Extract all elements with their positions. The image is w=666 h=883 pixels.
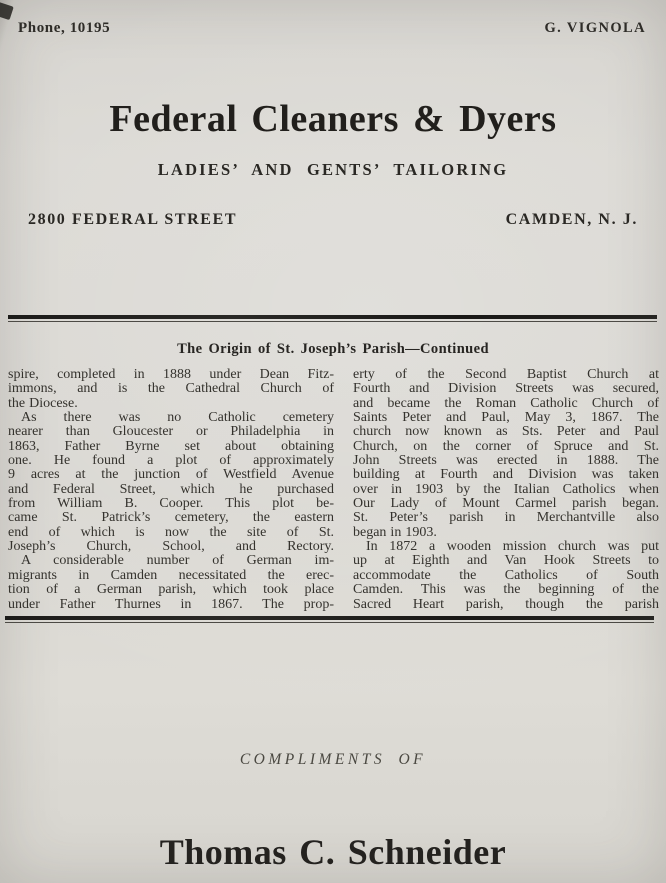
city-state: CAMDEN, N. J. (505, 211, 638, 228)
article-line: Saints Peter and Paul, May 3, 1867. The (353, 410, 659, 426)
article-line: under Father Thurnes in 1867. The prop- (8, 596, 334, 612)
article-line: John Streets was erected in 1888. The (353, 453, 659, 469)
article-line: one. He found a plot of approximately (8, 453, 334, 469)
article-line: Sacred Heart parish, though the parish (353, 596, 659, 612)
article-line: the Diocese. (8, 395, 78, 411)
rule-thick-line (8, 315, 657, 319)
article-line: building at Fourth and Division was taken (353, 467, 659, 483)
article-heading: The Origin of St. Joseph’s Parish—Continued (177, 341, 489, 357)
article-line: migrants in Camden necessitated the erec- (8, 567, 334, 583)
article-line: 1863, Father Byrne set about obtaining (8, 438, 334, 454)
compliments-label: COMPLIMENTS OF (239, 751, 427, 768)
article-line: A considerable number of German im- (21, 553, 334, 569)
article-line: from William B. Cooper. This plot be- (8, 496, 334, 512)
article-line: immons, and is the Cathedral Church of (8, 381, 334, 397)
page-header (18, 20, 646, 37)
top-divider-rule (8, 315, 657, 322)
rule-thin-line (5, 622, 654, 623)
phone-number: Phone, 10195 (18, 20, 111, 36)
article-line: accommodate the Catholics of South (353, 567, 659, 583)
article-line: end of which is now the site of St. (8, 524, 334, 540)
article-line: Joseph’s Church, School, and Rectory. (8, 539, 334, 555)
article-line: Fourth and Division Streets was secured, (353, 381, 659, 397)
article-line: tion of a German parish, which took place (8, 582, 334, 598)
article-line: Our Lady of Mount Carmel parish began. (353, 496, 659, 512)
article-line: came St. Patrick’s cemetery, the eastern (8, 510, 334, 526)
scan-artifact (0, 2, 14, 20)
article-line: erty of the Second Baptist Church at (353, 367, 659, 382)
article-line: began in 1903. (353, 524, 437, 540)
article-line: 9 acres at the junction of Westfield Avenue (8, 467, 334, 483)
ad-address-row (28, 211, 638, 229)
article-line: Camden. This was the beginning of the (353, 582, 659, 598)
article-line: nearer than Gloucester or Philadelphia in (8, 424, 334, 440)
rule-thick-line (5, 616, 654, 620)
article-column-right (353, 368, 659, 612)
sponsor-name: Thomas C. Schneider (159, 832, 507, 872)
street-address: 2800 FEDERAL STREET (28, 211, 238, 228)
article-line: over in 1903 by the Italian Catholics when (353, 481, 659, 497)
ad-subtitle: LADIES’ AND GENTS’ TAILORING (157, 160, 509, 179)
article-line: spire, completed in 1888 under Dean Fitz- (8, 367, 334, 382)
rule-thin-line (8, 321, 657, 322)
article-line: church now known as Sts. Peter and Paul (353, 424, 659, 440)
agent-name: G. VIGNOLA (544, 20, 646, 36)
article-line: In 1872 a wooden mission church was put (366, 539, 659, 555)
article-line: and Federal Street, which he purchased (8, 481, 334, 497)
article-line: As there was no Catholic cemetery (21, 410, 334, 426)
article-line: and became the Roman Catholic Church of (353, 395, 659, 411)
ad-title: Federal Cleaners & Dyers (109, 98, 557, 140)
article-line: St. Peter’s parish in Merchantville also (353, 510, 659, 526)
bottom-divider-rule (5, 616, 654, 623)
article-line: Church, on the corner of Spruce and St. (353, 438, 659, 454)
article-line: up at Eighth and Van Hook Streets to (353, 553, 659, 569)
article-column-left (8, 368, 334, 612)
